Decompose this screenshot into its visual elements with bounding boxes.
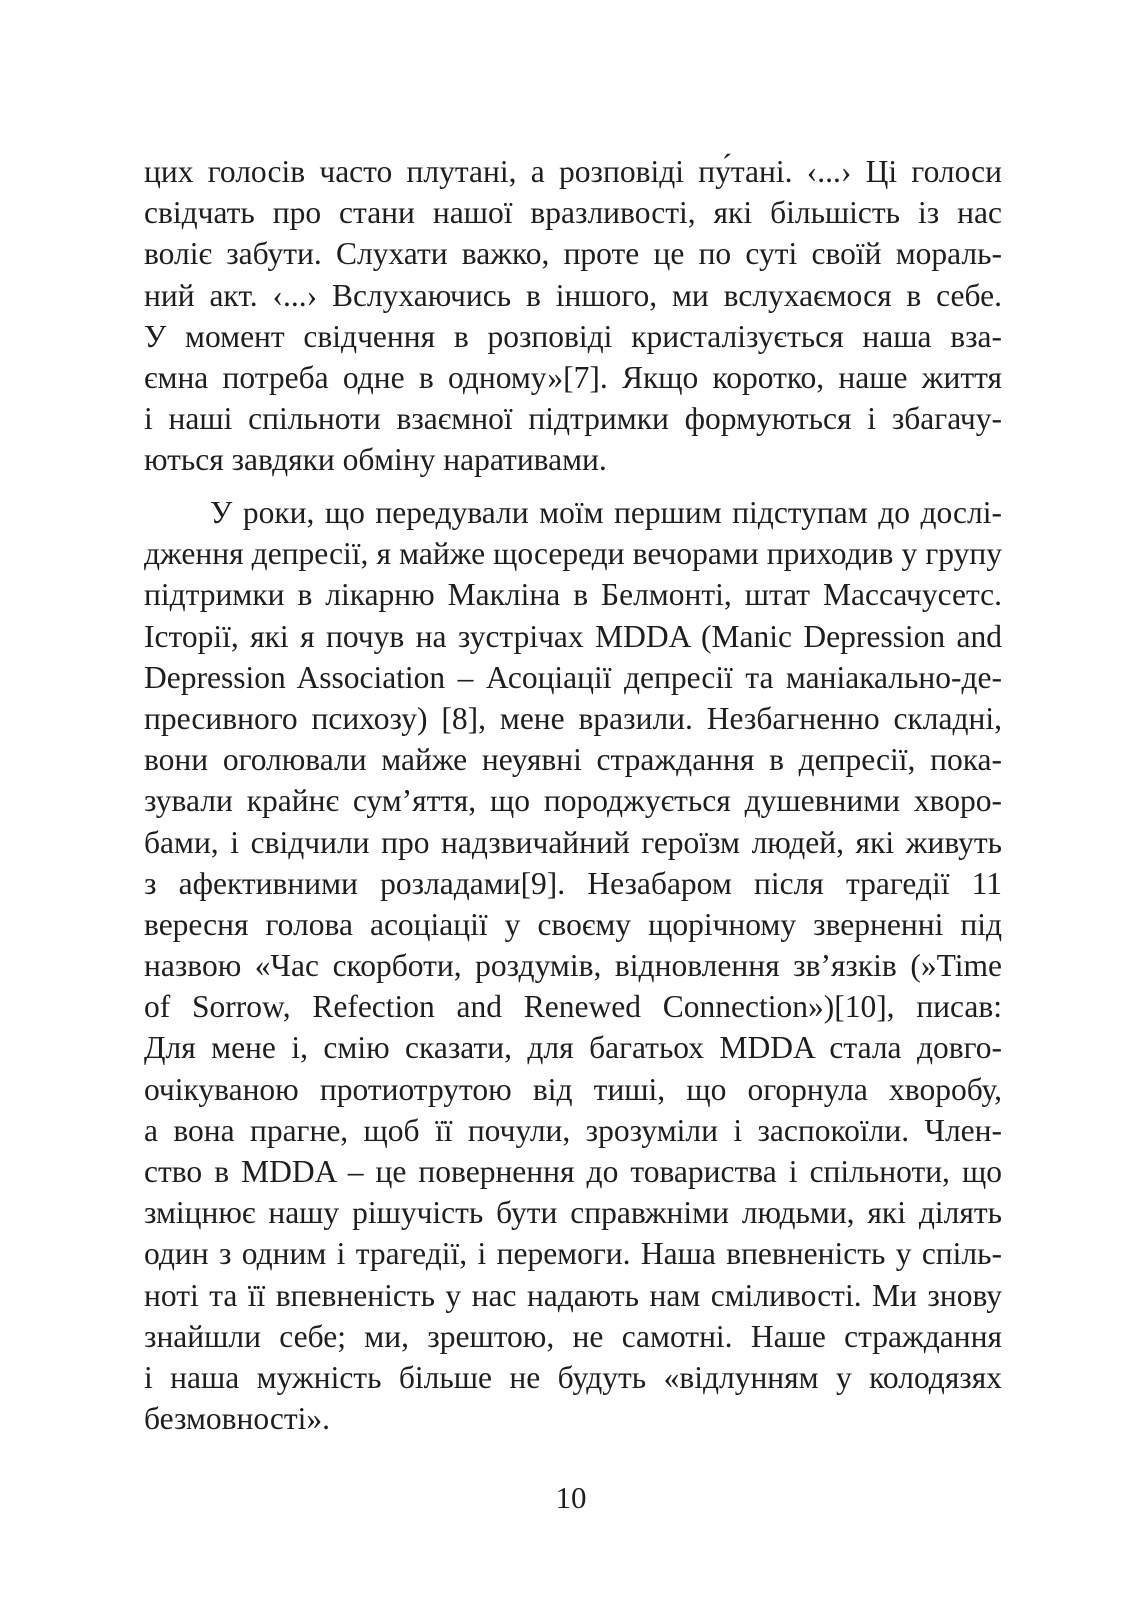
text-line: пресивного психозу) [8], мене вразили. Незбагненно складні, [144,700,1002,736]
text-line: і наші спільноти взаємної підтримки формуються і збагачу- [144,401,1002,437]
text-line: свідчать про стани нашої вразливості, які більшість із нас [144,195,1002,231]
paragraph-1 [144,151,1002,481]
paragraph-2 [144,492,1002,1439]
text-line: і наша мужність більше не будуть «відлунням у колодязях [144,1359,1002,1395]
text-line: цих голосів часто плутані, а розповіді пу́тані. ‹...› Ці голоси [144,154,1002,189]
text-line: а вона прагне, щоб її почули, зрозуміли і заспокоїли. Член- [144,1112,1002,1148]
text-line: ний акт. ‹...› Вслухаючись в іншого, ми вслухаємося в себе. [144,277,1002,313]
text-line: безмовності». [144,1401,331,1437]
text-line: назвою «Час скорботи, роздумів, відновлення зв’язків (»Time [144,948,1002,984]
text-line: ються завдяки обміну наративами. [144,442,607,478]
text-line: ство в MDDA – це повернення до товариства і спільноти, що [144,1154,1002,1189]
text-line: зували крайнє сум’яття, що породжується душевними хворо- [144,783,1002,819]
text-line: підтримки в лікарню Макліна в Белмонті, штат Массачусетс. [144,577,1002,613]
text-line: Для мене і, смію сказати, для багатьох MDDA стала довго- [144,1030,1002,1066]
text-line: воліє забути. Слухати важко, проте це по суті своїй мораль- [144,236,1002,272]
text-line: вони оголювали майже неуявні страждання в депресії, пока- [144,742,1002,778]
text-line: один з одним і трагедії, і перемоги. Наша впевненість у спіль- [144,1236,1002,1272]
page-number: 10 [555,1480,587,1515]
text-line: У роки, що передували моїм першим підступам до дослі- [210,495,1002,530]
text-line: У момент свідчення в розповіді кристалізується наша вза- [144,318,1002,354]
text-line: знайшли себе; ми, зрештою, не самотні. Наше страждання [144,1318,1002,1354]
text-line: ноті та її впевненість у нас надають нам сміливості. Ми знову [144,1277,1002,1313]
text-line: з афективними розладами[9]. Незабаром після трагедії 11 [144,865,1002,901]
text-line: Depression Association – Асоціації депресії та маніакально-де- [144,659,1002,695]
text-line: Історії, які я почув на зустрічах MDDA (Manic Depression and [144,618,1002,654]
text-line: зміцнює нашу рішучість бути справжніми людьми, які ділять [144,1195,1002,1231]
text-line: вересня голова асоціації у своєму щорічному зверненні під [144,906,1002,942]
text-line: ємна потреба одне в одному»[7]. Якщо коротко, наше життя [144,359,1002,395]
text-line: очікуваною протиотрутою від тиші, що огорнула хворобу, [144,1071,1002,1107]
text-line: of Sorrow, Refection and Renewed Connection»)[10], писав: [144,989,1002,1025]
text-line: бами, і свідчили про надзвичайний героїзм людей, які живуть [144,824,1002,860]
text-line: дження депресії, я майже щосереди вечорами приходив у групу [144,536,1002,572]
